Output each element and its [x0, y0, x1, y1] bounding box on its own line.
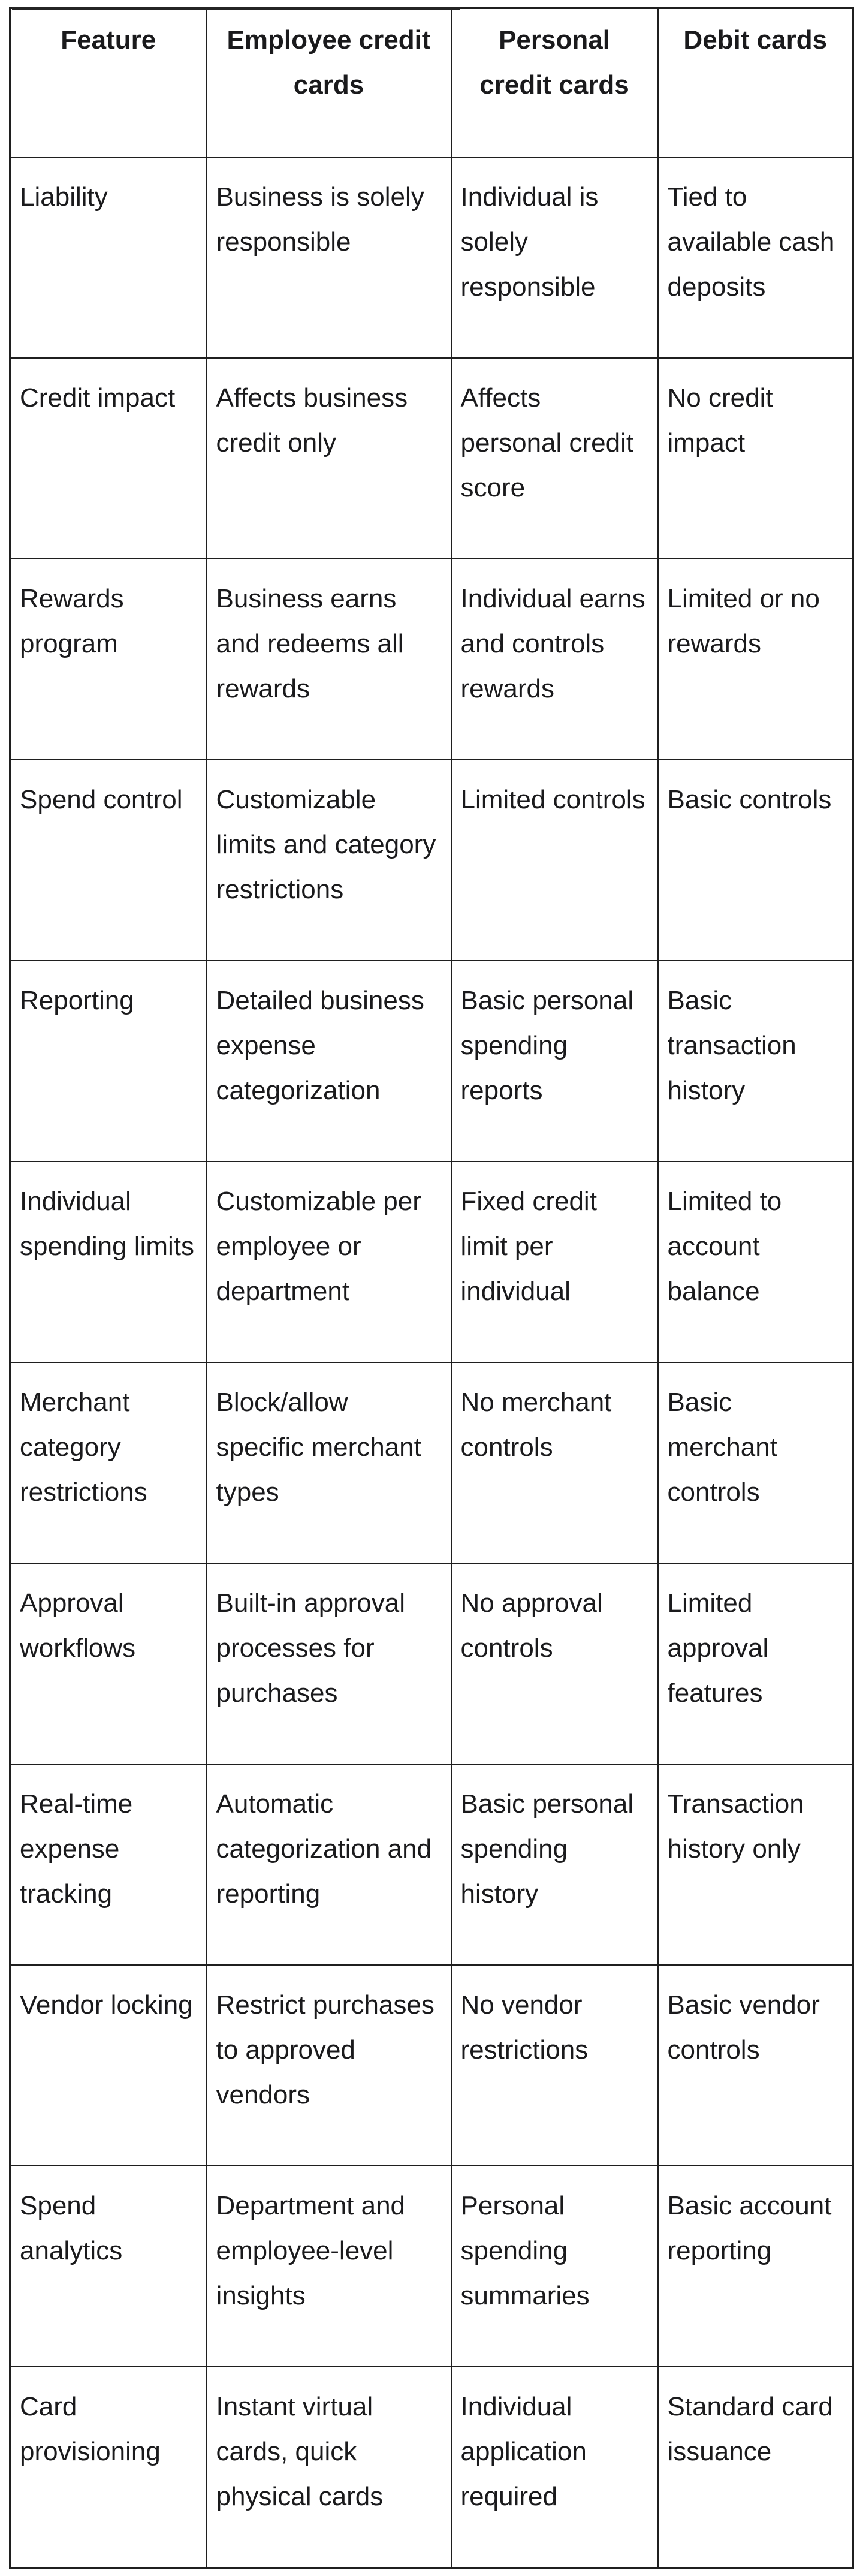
feature-cell: Liability — [10, 157, 207, 358]
table-row — [10, 559, 853, 760]
table-row — [10, 1965, 853, 2166]
value-cell: Limited or no rewards — [658, 559, 853, 760]
value-cell: Automatic categorization and reporting — [207, 1764, 451, 1965]
value-cell: Detailed business expense categorization — [207, 961, 451, 1161]
feature-cell: Vendor locking — [10, 1965, 207, 2166]
feature-cell: Reporting — [10, 961, 207, 1161]
column-header-feature: Feature — [10, 8, 207, 158]
value-cell: Individual earns and controls rewards — [451, 559, 658, 760]
value-cell: Basic account reporting — [658, 2166, 853, 2367]
value-cell: Individual application required — [451, 2367, 658, 2568]
table-row — [10, 1362, 853, 1563]
value-cell: No credit impact — [658, 358, 853, 559]
value-cell: Tied to available cash deposits — [658, 157, 853, 358]
value-cell: Basic personal spending reports — [451, 961, 658, 1161]
value-cell: Basic transaction history — [658, 961, 853, 1161]
value-cell: No merchant controls — [451, 1362, 658, 1563]
value-cell: Customizable limits and category restrictions — [207, 760, 451, 961]
value-cell: Basic merchant controls — [658, 1362, 853, 1563]
comparison-table — [9, 7, 854, 2569]
value-cell: Basic controls — [658, 760, 853, 961]
value-cell: Limited to account balance — [658, 1161, 853, 1362]
table-row — [10, 2367, 853, 2568]
value-cell: Personal spending summaries — [451, 2166, 658, 2367]
table-row — [10, 1161, 853, 1362]
table-row — [10, 1764, 853, 1965]
value-cell: Transaction history only — [658, 1764, 853, 1965]
feature-cell: Approval workflows — [10, 1563, 207, 1764]
value-cell: Individual is solely responsible — [451, 157, 658, 358]
feature-cell: Rewards program — [10, 559, 207, 760]
value-cell: Basic personal spending history — [451, 1764, 658, 1965]
value-cell: Built-in approval processes for purchases — [207, 1563, 451, 1764]
cropped-line-artifact — [12, 7, 460, 10]
value-cell: Affects business credit only — [207, 358, 451, 559]
value-cell: No approval controls — [451, 1563, 658, 1764]
value-cell: Restrict purchases to approved vendors — [207, 1965, 451, 2166]
value-cell: No vendor restrictions — [451, 1965, 658, 2166]
table-row — [10, 358, 853, 559]
header-row — [10, 8, 853, 158]
table-row — [10, 760, 853, 961]
table-row — [10, 1563, 853, 1764]
value-cell: Fixed credit limit per individual — [451, 1161, 658, 1362]
value-cell: Basic vendor controls — [658, 1965, 853, 2166]
value-cell: Customizable per employee or department — [207, 1161, 451, 1362]
feature-cell: Spend control — [10, 760, 207, 961]
feature-cell: Credit impact — [10, 358, 207, 559]
value-cell: Business earns and redeems all rewards — [207, 559, 451, 760]
table-row — [10, 157, 853, 358]
column-header-personal-credit-cards: Personal credit cards — [451, 8, 658, 158]
table-row — [10, 2166, 853, 2367]
value-cell: Limited controls — [451, 760, 658, 961]
feature-cell: Real-time expense tracking — [10, 1764, 207, 1965]
feature-cell: Merchant category restrictions — [10, 1362, 207, 1563]
table-row — [10, 961, 853, 1161]
value-cell: Business is solely responsible — [207, 157, 451, 358]
value-cell: Instant virtual cards, quick physical cards — [207, 2367, 451, 2568]
feature-cell: Card provisioning — [10, 2367, 207, 2568]
column-header-debit-cards: Debit cards — [658, 8, 853, 158]
feature-cell: Individual spending limits — [10, 1161, 207, 1362]
value-cell: Block/allow specific merchant types — [207, 1362, 451, 1563]
value-cell: Department and employee-level insights — [207, 2166, 451, 2367]
value-cell: Standard card issuance — [658, 2367, 853, 2568]
feature-cell: Spend analytics — [10, 2166, 207, 2367]
value-cell: Affects personal credit score — [451, 358, 658, 559]
value-cell: Limited approval features — [658, 1563, 853, 1764]
column-header-employee-credit-cards: Employee credit cards — [207, 8, 451, 158]
